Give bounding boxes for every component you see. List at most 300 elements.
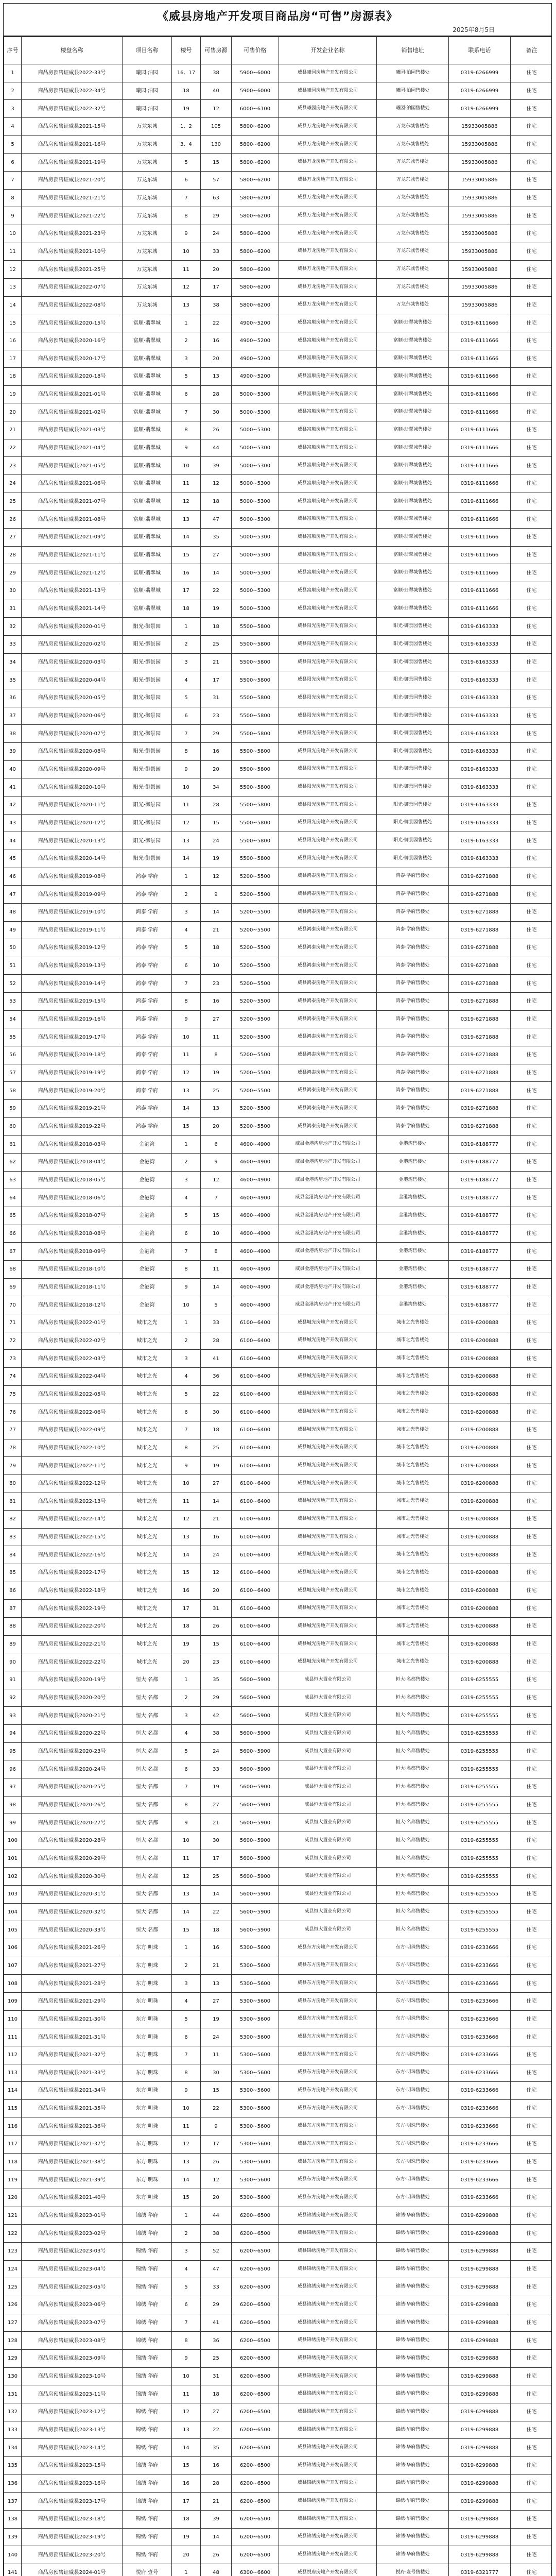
table-row (4, 243, 552, 261)
table-row (4, 1742, 552, 1760)
table-cell: 5500~5800 (232, 742, 279, 760)
table-cell: 住宅 (511, 1207, 552, 1225)
table-cell: 富顺·翡翠城 (123, 314, 172, 332)
table-cell: 13 (172, 2153, 201, 2171)
table-cell: 15933005886 (449, 171, 511, 189)
table-cell: 9 (172, 2350, 201, 2368)
table-row (4, 1528, 552, 1546)
table-cell: 城市之光售楼处 (377, 1475, 449, 1493)
table-cell: 5300~5600 (232, 2153, 279, 2171)
table-cell: 威县城光房地产开发有限公司 (279, 1564, 377, 1582)
table-cell: 金港湾售楼处 (377, 1243, 449, 1261)
table-row (4, 1885, 552, 1903)
table-row (4, 2136, 552, 2154)
table-cell: 万龙东城 (123, 207, 172, 225)
table-cell: 住宅 (511, 1082, 552, 1100)
table-cell: 21 (201, 653, 232, 671)
table-cell: 14 (172, 850, 201, 868)
table-cell: 东方·明珠售楼处 (377, 2010, 449, 2028)
table-cell: 威县阳光房地产开发有限公司 (279, 636, 377, 654)
table-cell: 威县锦绣房地产开发有限公司 (279, 2475, 377, 2493)
table-cell: 鸿泰·学府 (123, 993, 172, 1011)
table-row (4, 82, 552, 100)
table-cell: 商品房预售证威县2021-25号 (22, 261, 123, 279)
table-cell: 15 (172, 546, 201, 564)
table-cell: 0319-6266999 (449, 82, 511, 100)
table-cell: 商品房预售证威县2021-26号 (22, 1939, 123, 1957)
table-cell: 金港湾售楼处 (377, 1225, 449, 1243)
table-cell: 5300~5600 (232, 1957, 279, 1975)
table-cell: 富顺·翡翠城 (123, 600, 172, 618)
table-cell: 97 (4, 1778, 22, 1797)
table-cell: 阳光·御景园 (123, 760, 172, 778)
table-cell: 富顺·翡翠城 (123, 385, 172, 403)
table-cell: 万龙东城 (123, 189, 172, 207)
table-cell: 0319-6233666 (449, 2136, 511, 2154)
table-cell: 威县恒大置业有限公司 (279, 1760, 377, 1778)
table-cell: 0319-6111666 (449, 457, 511, 475)
table-cell: 24 (201, 2028, 232, 2046)
table-cell: 鸿泰·学府售楼处 (377, 921, 449, 939)
table-cell: 住宅 (511, 2225, 552, 2243)
table-row (4, 1385, 552, 1403)
table-cell: 鸿泰·学府售楼处 (377, 957, 449, 975)
table-cell: 39 (201, 2510, 232, 2528)
table-cell: 13 (201, 1100, 232, 1118)
table-cell: 商品房预售证威县2022-15号 (22, 1528, 123, 1546)
table-cell: 13 (172, 296, 201, 314)
table-cell: 15 (201, 154, 232, 172)
table-row (4, 2243, 552, 2261)
table-cell: 0319-6299888 (449, 2385, 511, 2403)
table-cell: 商品房预售证威县2021-16号 (22, 135, 123, 154)
table-cell: 住宅 (511, 1475, 552, 1493)
table-cell: 27 (4, 529, 22, 547)
table-row (4, 296, 552, 314)
table-cell: 44 (201, 439, 232, 457)
table-cell: 住宅 (511, 2314, 552, 2332)
table-cell: 20 (201, 1582, 232, 1600)
table-cell: 住宅 (511, 1653, 552, 1671)
table-cell: 富顺·翡翠城售楼处 (377, 457, 449, 475)
table-cell: 16 (201, 1528, 232, 1546)
table-cell: 富顺·翡翠城售楼处 (377, 546, 449, 564)
table-cell: 恒大·名都售楼处 (377, 1725, 449, 1743)
table-cell: 0319-6233666 (449, 2099, 511, 2117)
table-cell: 富顺·翡翠城 (123, 332, 172, 350)
table-cell: 住宅 (511, 1868, 552, 1886)
table-cell: 0319-6271888 (449, 921, 511, 939)
table-cell: 0319-6299888 (449, 2439, 511, 2457)
table-cell: 金港湾 (123, 1260, 172, 1278)
table-cell: 20 (172, 2546, 201, 2564)
table-cell: 金港湾售楼处 (377, 1278, 449, 1296)
table-cell: 24 (201, 832, 232, 850)
table-cell: 锦绣·华府售楼处 (377, 2314, 449, 2332)
table-row (4, 1600, 552, 1618)
table-cell: 28 (4, 546, 22, 564)
table-cell: 威县城光房地产开发有限公司 (279, 1546, 377, 1564)
table-cell: 住宅 (511, 1707, 552, 1725)
table-cell: 阳光·御景园 (123, 707, 172, 725)
table-cell: 23 (201, 975, 232, 993)
table-cell: 鸿泰·学府 (123, 1046, 172, 1064)
table-cell: 鸿泰·学府售楼处 (377, 1082, 449, 1100)
table-cell: 住宅 (511, 1671, 552, 1689)
table-cell: 商品房预售证威县2018-07号 (22, 1207, 123, 1225)
table-cell: 5800~6200 (232, 154, 279, 172)
table-cell: 8 (172, 207, 201, 225)
table-cell: 锦绣·华府 (123, 2510, 172, 2528)
table-row (4, 100, 552, 118)
table-cell: 16 (172, 564, 201, 582)
table-cell: 5300~5600 (232, 2117, 279, 2136)
table-cell: 4 (4, 117, 22, 135)
table-cell: 商品房预售证威县2022-08号 (22, 296, 123, 314)
table-cell: 万龙东城 (123, 225, 172, 243)
table-cell: 0319-6188777 (449, 1260, 511, 1278)
table-cell: 威县城光房地产开发有限公司 (279, 1528, 377, 1546)
table-cell: 商品房预售证威县2019-15号 (22, 993, 123, 1011)
table-cell: 6300~6600 (232, 2564, 279, 2576)
table-cell: 67 (4, 1243, 22, 1261)
table-cell: 5600~5900 (232, 1725, 279, 1743)
table-cell: 城市之光 (123, 1403, 172, 1421)
table-cell: 0319-6188777 (449, 1154, 511, 1172)
table-cell: 0319-6200888 (449, 1385, 511, 1403)
table-cell: 5 (172, 1207, 201, 1225)
table-cell: 威县城光房地产开发有限公司 (279, 1582, 377, 1600)
table-cell: 东方·明珠 (123, 2117, 172, 2136)
table-cell: 11 (201, 1260, 232, 1278)
table-cell: 27 (201, 546, 232, 564)
table-cell: 威县城光房地产开发有限公司 (279, 1457, 377, 1475)
table-cell: 41 (201, 1350, 232, 1368)
table-cell: 44 (4, 832, 22, 850)
table-cell: 108 (4, 1975, 22, 1993)
table-cell: 35 (201, 1671, 232, 1689)
table-cell: 阳光·御景园售楼处 (377, 636, 449, 654)
table-cell: 30 (201, 1832, 232, 1850)
table-cell: 14 (172, 2171, 201, 2189)
table-cell: 26 (4, 511, 22, 529)
table-cell: 住宅 (511, 742, 552, 760)
table-cell: 住宅 (511, 2278, 552, 2296)
table-cell: 金港湾售楼处 (377, 1189, 449, 1207)
table-cell: 富顺·翡翠城售楼处 (377, 511, 449, 529)
table-cell: 140 (4, 2546, 22, 2564)
table-cell: 住宅 (511, 457, 552, 475)
table-cell: 20 (4, 403, 22, 421)
table-row (4, 1850, 552, 1868)
table-cell: 0319-6111666 (449, 529, 511, 547)
table-cell: 富顺·翡翠城 (123, 350, 172, 368)
table-cell: 4 (172, 1725, 201, 1743)
table-cell: 商品房预售证威县2022-11号 (22, 1457, 123, 1475)
table-cell: 威县阳光房地产开发有限公司 (279, 618, 377, 636)
table-cell: 威县金港湾房地产开发有限公司 (279, 1207, 377, 1225)
table-cell: 0319-6111666 (449, 582, 511, 600)
table-row (4, 1100, 552, 1118)
table-cell: 威县城光房地产开发有限公司 (279, 1367, 377, 1385)
table-cell: 商品房预售证威县2022-18号 (22, 1582, 123, 1600)
table-cell: 6200~6500 (232, 2546, 279, 2564)
table-cell: 0319-6233666 (449, 1957, 511, 1975)
table-cell: 鸿泰·学府 (123, 868, 172, 886)
table-cell: 21 (201, 2493, 232, 2511)
table-cell: 住宅 (511, 832, 552, 850)
table-cell: 威县富顺房地产开发有限公司 (279, 546, 377, 564)
table-cell: 住宅 (511, 1350, 552, 1368)
table-cell: 富顺·翡翠城售楼处 (377, 350, 449, 368)
table-cell: 住宅 (511, 2028, 552, 2046)
table-cell: 商品房预售证威县2021-22号 (22, 207, 123, 225)
table-row (4, 2475, 552, 2493)
table-cell: 威县富顺房地产开发有限公司 (279, 475, 377, 493)
table-cell: 9 (172, 439, 201, 457)
table-cell: 锦绣·华府 (123, 2546, 172, 2564)
table-cell: 6 (172, 385, 201, 403)
table-cell: 0319-6200888 (449, 1421, 511, 1439)
table-cell: 威县恒大置业有限公司 (279, 1832, 377, 1850)
table-cell: 57 (201, 171, 232, 189)
table-cell: 5900~6000 (232, 82, 279, 100)
table-row (4, 2117, 552, 2136)
table-cell: 金港湾 (123, 1243, 172, 1261)
table-cell: 22 (201, 1385, 232, 1403)
table-cell: 威县恒大置业有限公司 (279, 1885, 377, 1903)
table-cell: 锦绣·华府售楼处 (377, 2439, 449, 2457)
table-row (4, 1010, 552, 1028)
table-cell: 城市之光售楼处 (377, 1314, 449, 1332)
table-cell: 32 (4, 618, 22, 636)
table-cell: 8 (4, 189, 22, 207)
table-cell: 威县万龙房地产开发有限公司 (279, 171, 377, 189)
table-cell: 5600~5900 (232, 1921, 279, 1939)
table-cell: 43 (4, 814, 22, 832)
table-cell: 79 (4, 1457, 22, 1475)
table-cell: 威县锦绣房地产开发有限公司 (279, 2296, 377, 2314)
table-cell: 4600~4900 (232, 1260, 279, 1278)
table-cell: 住宅 (511, 1511, 552, 1529)
table-cell: 万龙东城售楼处 (377, 225, 449, 243)
table-cell: 0319-6233666 (449, 2064, 511, 2082)
table-cell: 5000~5300 (232, 546, 279, 564)
table-cell: 商品房预售证威县2021-23号 (22, 225, 123, 243)
table-cell: 曦园·泊园售楼处 (377, 100, 449, 118)
table-cell: 住宅 (511, 2350, 552, 2368)
table-cell: 1 (172, 618, 201, 636)
table-cell: 曦园·泊园售楼处 (377, 82, 449, 100)
table-cell: 0319-6233666 (449, 2189, 511, 2207)
table-cell: 城市之光售楼处 (377, 1439, 449, 1457)
table-cell: 0319-6200888 (449, 1564, 511, 1582)
table-cell: 5500~5800 (232, 796, 279, 814)
table-cell: 商品房预售证威县2022-01号 (22, 1314, 123, 1332)
table-cell: 18 (172, 82, 201, 100)
table-cell: 锦绣·华府售楼处 (377, 2367, 449, 2385)
table-row (4, 171, 552, 189)
table-row (4, 1314, 552, 1332)
table-cell: 1 (172, 1136, 201, 1154)
table-cell: 商品房预售证威县2023-16号 (22, 2475, 123, 2493)
table-cell: 威县城光房地产开发有限公司 (279, 1511, 377, 1529)
table-cell: 商品房预售证威县2022-14号 (22, 1511, 123, 1529)
table-cell: 锦绣·华府售楼处 (377, 2421, 449, 2439)
table-cell: 0319-6111666 (449, 332, 511, 350)
table-cell: 7 (172, 189, 201, 207)
table-cell: 万龙东城 (123, 135, 172, 154)
table-cell: 31 (201, 2367, 232, 2385)
table-cell: 29 (201, 1689, 232, 1707)
table-cell: 15933005886 (449, 225, 511, 243)
table-cell: 15 (172, 2456, 201, 2475)
table-cell: 5000~5300 (232, 439, 279, 457)
table-cell: 锦绣·华府 (123, 2296, 172, 2314)
table-cell: 28 (201, 2475, 232, 2493)
table-cell: 东方·明珠 (123, 2028, 172, 2046)
table-cell: 威县东方房地产开发有限公司 (279, 2010, 377, 2028)
table-cell: 威县恒大置业有限公司 (279, 1921, 377, 1939)
table-cell: 商品房预售证威县2022-12号 (22, 1475, 123, 1493)
table-cell: 6 (172, 2028, 201, 2046)
table-cell: 锦绣·华府售楼处 (377, 2296, 449, 2314)
table-cell: 住宅 (511, 618, 552, 636)
table-row (4, 814, 552, 832)
table-cell: 8 (172, 1796, 201, 1814)
table-cell: 住宅 (511, 1778, 552, 1797)
table-cell: 4 (172, 1367, 201, 1385)
table-row (4, 832, 552, 850)
table-row (4, 1921, 552, 1939)
table-cell: 城市之光 (123, 1546, 172, 1564)
table-cell: 锦绣·华府 (123, 2475, 172, 2493)
table-cell: 0319-6255555 (449, 1868, 511, 1886)
table-cell: 5000~5300 (232, 403, 279, 421)
table-cell: 富顺·翡翠城售楼处 (377, 564, 449, 582)
table-cell: 0319-6271888 (449, 1028, 511, 1046)
table-cell: 住宅 (511, 332, 552, 350)
table-cell: 7 (172, 403, 201, 421)
table-cell: 阳光·御景园售楼处 (377, 725, 449, 743)
table-cell: 威县东方房地产开发有限公司 (279, 2189, 377, 2207)
table-cell: 0319-6200888 (449, 1403, 511, 1421)
table-cell: 63 (4, 1171, 22, 1189)
table-cell: 商品房预售证威县2021-13号 (22, 582, 123, 600)
table-cell: 0319-6299888 (449, 2332, 511, 2350)
table-cell: 威县阳光房地产开发有限公司 (279, 671, 377, 689)
column-header: 销售地址 (377, 37, 449, 64)
table-cell: 威县锦绣房地产开发有限公司 (279, 2456, 377, 2475)
table-cell: 商品房预售证威县2018-04号 (22, 1154, 123, 1172)
table-cell: 威县富顺房地产开发有限公司 (279, 600, 377, 618)
table-cell: 138 (4, 2510, 22, 2528)
table-row (4, 261, 552, 279)
table-cell: 22 (201, 582, 232, 600)
table-cell: 富顺·翡翠城售楼处 (377, 314, 449, 332)
table-cell: 恒大·名都售楼处 (377, 1921, 449, 1939)
table-cell: 6 (4, 154, 22, 172)
table-cell: 商品房预售证威县2023-14号 (22, 2439, 123, 2457)
table-row (4, 421, 552, 439)
table-cell: 9 (172, 1814, 201, 1832)
table-cell: 5000~5300 (232, 600, 279, 618)
table-cell: 5200~5500 (232, 1117, 279, 1136)
table-cell: 威县锦绣房地产开发有限公司 (279, 2546, 377, 2564)
table-cell: 富顺·翡翠城售楼处 (377, 529, 449, 547)
table-cell: 13 (172, 832, 201, 850)
table-cell: 商品房预售证威县2020-19号 (22, 1671, 123, 1689)
table-cell: 富顺·翡翠城售楼处 (377, 600, 449, 618)
table-row (4, 1689, 552, 1707)
table-cell: 商品房预售证威县2021-07号 (22, 493, 123, 511)
table-cell: 12 (201, 2171, 232, 2189)
table-cell: 住宅 (511, 1154, 552, 1172)
table-row (4, 385, 552, 403)
table-row (4, 1136, 552, 1154)
table-cell: 5900~6000 (232, 64, 279, 82)
table-cell: 住宅 (511, 2510, 552, 2528)
table-cell: 5300~5600 (232, 2099, 279, 2117)
table-cell: 住宅 (511, 2010, 552, 2028)
table-cell: 城市之光 (123, 1421, 172, 1439)
table-row (4, 760, 552, 778)
table-cell: 0319-6188777 (449, 1225, 511, 1243)
table-cell: 威县恒大置业有限公司 (279, 1796, 377, 1814)
table-cell: 132 (4, 2403, 22, 2421)
table-cell: 20 (172, 1653, 201, 1671)
table-cell: 恒大·名都 (123, 1850, 172, 1868)
table-cell: 锦绣·华府 (123, 2225, 172, 2243)
table-cell: 15933005886 (449, 207, 511, 225)
table-cell: 1 (4, 64, 22, 82)
table-cell: 0319-6233666 (449, 1992, 511, 2010)
table-cell: 商品房预售证威县2022-02号 (22, 1332, 123, 1350)
table-cell: 5500~5800 (232, 832, 279, 850)
table-cell: 锦绣·华府 (123, 2528, 172, 2546)
table-row (4, 1582, 552, 1600)
table-row (4, 2028, 552, 2046)
table-cell: 14 (201, 1493, 232, 1511)
table-cell: 5500~5800 (232, 618, 279, 636)
table-cell: 1、2 (172, 117, 201, 135)
table-cell: 商品房预售证威县2022-10号 (22, 1439, 123, 1457)
table-cell: 威县金港湾房地产开发有限公司 (279, 1260, 377, 1278)
table-cell: 0319-6299888 (449, 2421, 511, 2439)
table-cell: 曦园·泊园 (123, 100, 172, 118)
table-cell: 23 (201, 707, 232, 725)
table-cell: 住宅 (511, 1385, 552, 1403)
table-cell: 128 (4, 2332, 22, 2350)
table-cell: 0319-6163333 (449, 742, 511, 760)
table-cell: 商品房预售证威县2021-20号 (22, 171, 123, 189)
table-cell: 0319-6255555 (449, 1707, 511, 1725)
table-cell: 商品房预售证威县2022-22号 (22, 1653, 123, 1671)
table-cell: 0319-6299888 (449, 2493, 511, 2511)
table-cell: 24 (201, 225, 232, 243)
table-cell: 住宅 (511, 1760, 552, 1778)
table-cell: 威县锦绣房地产开发有限公司 (279, 2260, 377, 2278)
table-row (4, 1653, 552, 1671)
table-cell: 商品房预售证威县2020-16号 (22, 332, 123, 350)
table-cell: 城市之光 (123, 1528, 172, 1546)
table-cell: 万龙东城售楼处 (377, 296, 449, 314)
table-cell: 商品房预售证威县2023-06号 (22, 2296, 123, 2314)
table-cell: 0319-6233666 (449, 2117, 511, 2136)
table-cell: 4 (172, 2260, 201, 2278)
table-cell: 5300~5600 (232, 1992, 279, 2010)
table-cell: 92 (4, 1689, 22, 1707)
